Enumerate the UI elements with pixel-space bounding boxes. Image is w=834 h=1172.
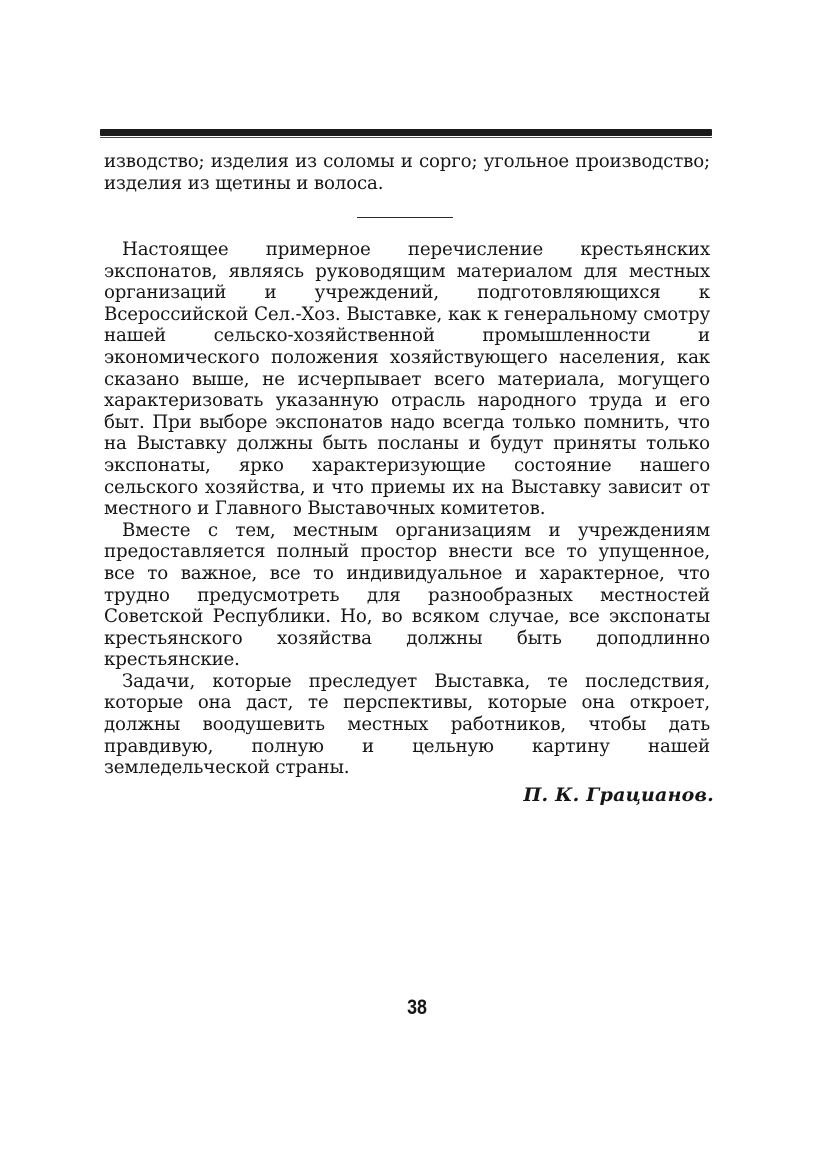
continuation-text: изводство; изделия из соломы и сорго; угольное производство; изделия из щетины и волоса. bbox=[104, 151, 710, 194]
paragraph-2: Вместе с тем, местным организациям и учреждениям предоставляется полный простор внести все то упущенное, все то важное, все то индивидуальное и характерное, что трудно предусмотреть для разнообразных местностей Советской Республики. Но, во всяком случае, все экспонаты крестьянского хозяйства должны быть доподлинно крестьянские. bbox=[104, 519, 710, 671]
author-signature: П. К. Грацианов. bbox=[523, 784, 714, 806]
top-rule bbox=[100, 129, 712, 136]
section-divider bbox=[357, 217, 453, 218]
main-text bbox=[104, 239, 710, 779]
paragraph-1: Настоящее примерное перечисление крестьянских экспонатов, являясь руководящим материалом для местных организаций и учреждений, подготовляющихся к Всероссийской Сел.-Хоз. Выставке, как к генеральному смотру нашей сельско-хозяйственной промышленности и экономического положения хозяйствующего населения, как сказано выше, не исчерпывает всего материала, могущего характеризовать указанную отрасль народного труда и его быт. При выборе экспонатов надо всегда только помнить, что на Выставку должны быть посланы и будут приняты только экспонаты, ярко характеризующие состояние нашего сельского хозяйства, и что приемы их на Выставку зависит от местного и Главного Выставочных комитетов. bbox=[104, 239, 710, 520]
page-number: 38 bbox=[407, 996, 427, 1019]
paragraph-3: Задачи, которые преследует Выставка, те последствия, которые она даст, те перспективы, которые она откроет, должны воодушевить местных работников, чтобы дать правдивую, полную и цельную картину нашей земледельческой страны. bbox=[104, 670, 710, 779]
